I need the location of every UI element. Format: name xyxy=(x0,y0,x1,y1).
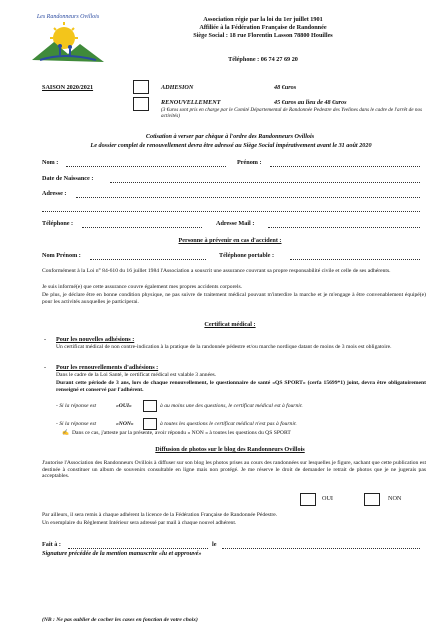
oui-word: «OUI» xyxy=(116,403,132,409)
renewal-adhesion-title: Pour les renouvellements d'adhésions : xyxy=(56,364,159,371)
new-adhesion-title: Pour les nouvelles adhésions : xyxy=(56,336,135,343)
adresse-field[interactable] xyxy=(76,197,420,198)
attest-icon: ✍ xyxy=(62,430,69,436)
footer-paragraph-2: Un exemplaire du Règlement Intérieur sera adressé par mail à chaque nouvel adhérent. xyxy=(42,520,237,526)
oui-line-prefix: - Si la réponse est xyxy=(56,403,97,409)
header-line-3: Siège Social : 18 rue Florentin Lasson 78800 Houilles xyxy=(193,32,333,39)
photos-oui-label: OUI xyxy=(322,495,333,502)
adresse-label: Adresse : xyxy=(42,190,67,197)
logo-text: Les Randonneurs Ovillois xyxy=(36,14,100,20)
bullet-1: - xyxy=(44,336,47,343)
prenom-field[interactable] xyxy=(270,166,420,167)
photos-text: J'autorise l'Association des Randonneurs Ovillois à diffuser sur son blog les photos prises au cours des randonnées sur lesquelles je figure, sachant que cette publication est destinée à constituer un album de souvenirs consultable en ligne mais non protégé. Je me réserve le droit de demander le retrait de photos que je ne jugerais pas acceptables. xyxy=(42,460,426,480)
mail-label: Adresse Mail : xyxy=(216,220,255,227)
fait-label: Fait à : xyxy=(42,541,61,548)
header-line-1: Association régie par la loi du 1er juillet 1901 xyxy=(203,16,323,23)
prenom-label: Prénom : xyxy=(237,159,262,166)
le-label: le xyxy=(212,541,217,548)
bullet-2: - xyxy=(44,364,47,371)
renewal-price: 45 €uros au lieu de 48 €uros xyxy=(274,99,347,106)
le-field[interactable] xyxy=(222,548,420,549)
new-adhesion-text: Un certificat médical de non contre-indication à la pratique de la randonnée pédestre et/ou marche nordique datant de moins de 3 mois est obligatoire. xyxy=(56,344,392,350)
footer-paragraph-1: Par ailleurs, il sera remis à chaque adhérent la licence de la Fédération Française de Randonnée Pédestre. xyxy=(42,512,278,518)
fait-field[interactable] xyxy=(68,548,208,549)
non-line-suffix: à toutes les questions le certificat médical n'est pas à fournir. xyxy=(160,421,297,427)
cotisation-line-1: Cotisation à verser par chèque à l'ordre des Randonneurs Ovillois xyxy=(145,133,315,140)
naissance-field[interactable] xyxy=(110,182,420,183)
telephone-field[interactable] xyxy=(82,227,202,228)
nom-field[interactable] xyxy=(66,166,226,167)
photos-oui-checkbox[interactable] xyxy=(300,493,316,506)
attest-text: Dans ce cas, j'atteste par la présente, avoir répondu « NON » à toutes les questions du QS SPORT xyxy=(72,430,291,436)
renewal-note: (3 €uros sont pris en charge par le Comité Départemental de Randonnée Pedestre des Yvelines dans le cadre de l'arrêt de nos activités) xyxy=(161,107,423,120)
non-line-prefix: - Si la réponse est xyxy=(56,421,97,427)
renewal-text-2: Durant cette période de 3 ans, lors de chaque renouvellement, le questionnaire de santé «QS SPORT» (cerfa 15699*1) joint, devra être obligatoirement renseigné et conservé par l'adhérent. xyxy=(56,380,426,393)
insurance-paragraph-3: De plus, je déclare être en bonne condition physique, ne pas suivre de traitement médical pouvant m'interdire la marche et je m'engage à être convenablement équipé(e) pour les activités auxquelles je participerai. xyxy=(42,292,426,305)
accident-tel-field[interactable] xyxy=(290,259,420,260)
adhesion-checkbox[interactable] xyxy=(133,80,149,94)
cotisation-line-2: Le dossier complet de renouvellement devra être adressé au Siège Social impérativement avant le 31 août 2020 xyxy=(90,142,372,149)
adresse-field-2[interactable] xyxy=(42,211,420,212)
adhesion-label: ADHESION xyxy=(161,84,194,91)
renewal-text-1: Dans le cadre de la Loi Santé, le certificat médical est valable 3 années. xyxy=(56,372,217,378)
renewal-label: RENOUVELLEMENT xyxy=(161,99,221,106)
non-word: «NON» xyxy=(116,421,134,427)
renewal-checkbox[interactable] xyxy=(133,97,149,111)
season-label: SAISON 2020/2021 xyxy=(42,84,94,91)
naissance-label: Date de Naissance : xyxy=(42,175,94,182)
header-phone: Téléphone : 06 74 27 69 20 xyxy=(228,56,298,63)
accident-nom-field[interactable] xyxy=(90,259,206,260)
insurance-paragraph-2: Je suis informé(e) que cette assurance couvre également mes propres accidents corporels. xyxy=(42,284,243,290)
adhesion-price: 48 €uros xyxy=(274,84,297,91)
insurance-paragraph-1: Conformément à la Loi n° 84-610 du 16 juillet 1984 l'Association a souscrit une assurance couvrant sa propre responsabilité civile et celle de ses adhérents. xyxy=(42,268,391,274)
photos-non-label: NON xyxy=(388,495,402,502)
oui-checkbox[interactable] xyxy=(143,400,157,412)
photos-non-checkbox[interactable] xyxy=(364,493,380,506)
accident-tel-label: Téléphone portable : xyxy=(219,252,274,259)
header-line-2: Affiliée à la Fédération Française de Randonnée xyxy=(199,24,327,31)
oui-line-suffix: à au moins une des questions, le certificat médical est à fournir. xyxy=(160,403,303,409)
certificat-title: Certificat médical : xyxy=(204,321,256,328)
non-checkbox[interactable] xyxy=(143,418,157,430)
mail-field[interactable] xyxy=(268,227,420,228)
accident-title: Personne à prévenir en cas d'accident : xyxy=(178,237,282,244)
nb-note: (NB : Ne pas oublier de cocher les cases en fonction de votre choix) xyxy=(42,617,198,623)
association-logo xyxy=(24,8,112,72)
signature-label: Signature précédée de la mention manuscrite «lu et approuvé» xyxy=(42,550,202,557)
accident-nom-label: Nom Prénom : xyxy=(42,252,81,259)
nom-label: Nom : xyxy=(42,159,59,166)
telephone-label: Téléphone : xyxy=(42,220,74,227)
photos-title: Diffusion de photos sur le blog des Randonneurs Ovillois xyxy=(155,446,305,453)
